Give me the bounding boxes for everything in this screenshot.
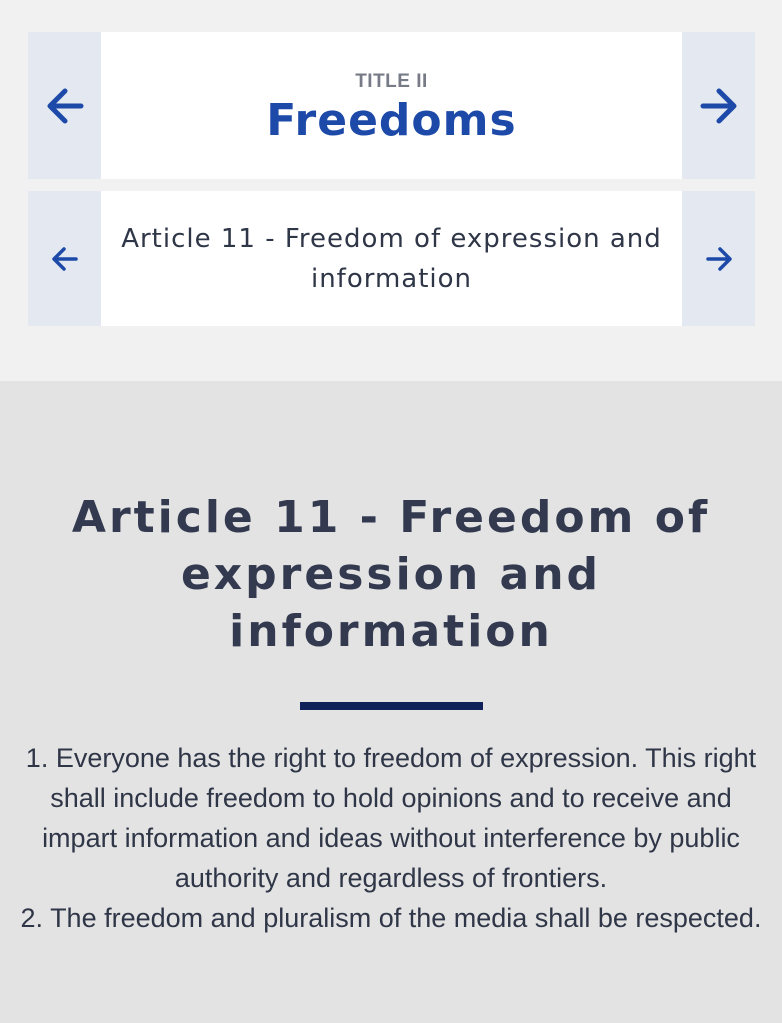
previous-title-button[interactable] (28, 32, 101, 179)
article-heading: Article 11 - Freedom of expression and information (71, 492, 711, 657)
arrow-left-icon (50, 244, 80, 274)
article-navigation-card (28, 191, 755, 326)
previous-article-button[interactable] (28, 191, 101, 326)
title-name: Freedoms (266, 95, 517, 146)
article-paragraph-2: 2. The freedom and pluralism of the media shall be respected. (20, 903, 762, 933)
next-article-button[interactable] (682, 191, 755, 326)
title-navigation-card (28, 32, 755, 179)
arrow-left-icon (43, 84, 87, 128)
heading-divider (300, 702, 483, 710)
arrow-right-icon (697, 84, 741, 128)
title-number-label: TITLE II (355, 71, 428, 92)
article-paragraph-1: 1. Everyone has the right to freedom of expression. This right shall include freedom to hold opinions and to receive and impart information and ideas without interference by public authority and regardless of frontiers. (25, 743, 757, 893)
navigation-area (0, 0, 782, 381)
article-nav-info (101, 191, 682, 326)
article-content (0, 381, 782, 938)
title-info (101, 32, 682, 179)
next-title-button[interactable] (682, 32, 755, 179)
article-nav-title: Article 11 - Freedom of expression and information (121, 223, 662, 294)
article-body (0, 738, 782, 938)
arrow-right-icon (704, 244, 734, 274)
